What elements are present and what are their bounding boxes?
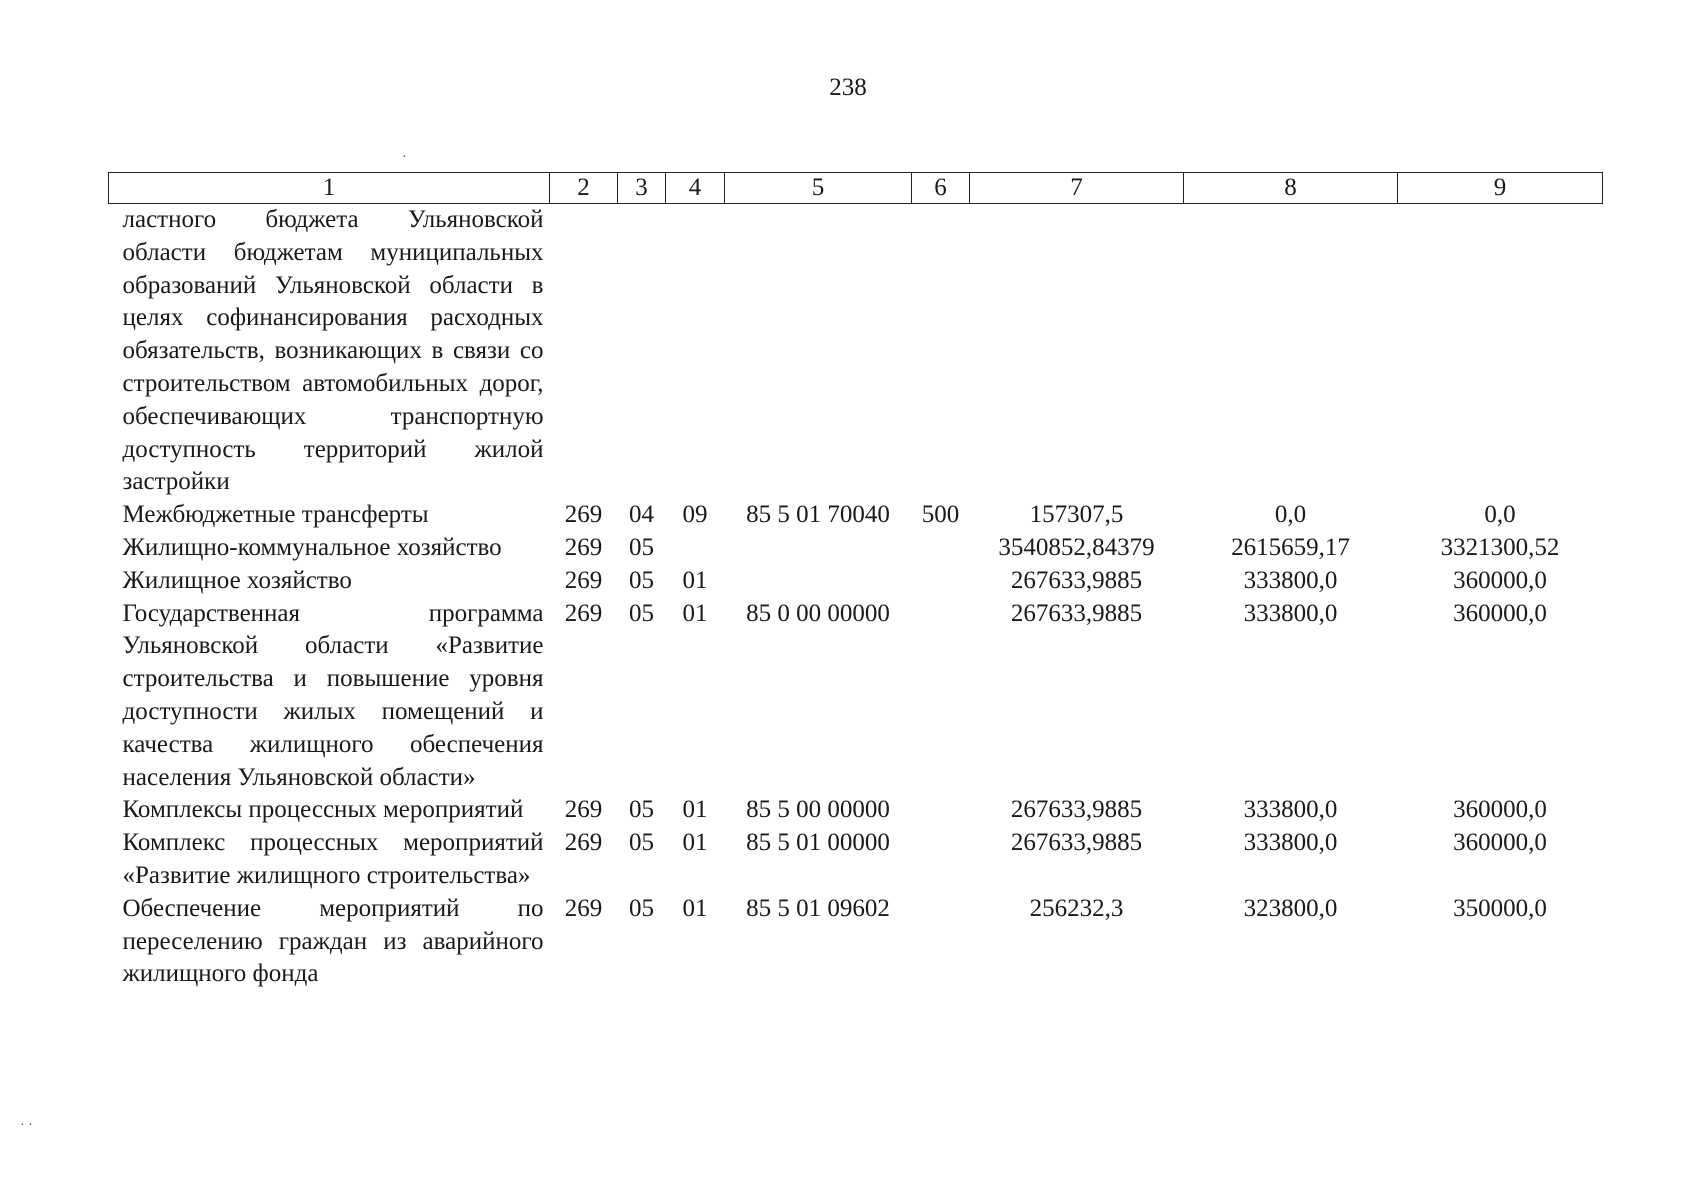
- table-row: [109, 794, 1603, 827]
- cell-expense-type: [912, 598, 970, 795]
- cell-target-article: [725, 532, 912, 565]
- page-number: 238: [829, 74, 867, 101]
- cell-section: 05: [629, 829, 654, 857]
- row-name: Жилищное хозяйство: [122, 566, 352, 594]
- cell-amount-col7: 3540852,84379: [998, 533, 1155, 561]
- cell-target-article: [725, 204, 912, 500]
- column-header: 2: [550, 173, 618, 204]
- cell-amount-col9: 350000,0: [1453, 894, 1547, 922]
- table-row: [109, 565, 1603, 598]
- row-name: Комплекс процессных мероприятий «Развитие жилищного строительства»: [122, 829, 544, 889]
- cell-expense-type: [912, 893, 970, 991]
- cell-expense-type: [912, 827, 970, 893]
- cell-amount-col9: 0,0: [1484, 501, 1516, 529]
- cell-ministry: 269: [564, 533, 603, 561]
- table-row: [109, 532, 1603, 565]
- cell-subsection: 01: [682, 796, 708, 824]
- cell-section: 05: [629, 533, 654, 561]
- cell-amount-col8: 2615659,17: [1231, 533, 1350, 561]
- cell-ministry: 269: [564, 894, 603, 922]
- column-header: 5: [725, 173, 912, 204]
- cell-amount-col8: 333800,0: [1243, 599, 1338, 627]
- column-header: 4: [666, 173, 725, 204]
- table-row: [109, 499, 1603, 532]
- table-row: [109, 598, 1603, 795]
- row-name: Межбюджетные трансферты: [122, 501, 429, 529]
- cell-expense-type: [912, 532, 970, 565]
- cell-amount-col8: 333800,0: [1243, 566, 1338, 594]
- cell-expense-type: [912, 204, 970, 500]
- cell-section: 05: [629, 894, 654, 922]
- cell-amount-col8: 0,0: [1274, 501, 1307, 529]
- cell-subsection: 01: [682, 829, 708, 857]
- cell-amount-col8: 333800,0: [1243, 796, 1338, 824]
- cell-amount-col7: 267633,9885: [1010, 566, 1143, 594]
- cell-target-article: 85 0 00 00000: [746, 599, 890, 627]
- cell-section: [618, 204, 666, 500]
- cell-amount-col7: 267633,9885: [1010, 796, 1143, 824]
- row-name: Комплексы процессных мероприятий: [122, 796, 524, 824]
- cell-expense-type: [912, 565, 970, 598]
- cell-amount-col9: 3321300,52: [1440, 533, 1560, 561]
- cell-amount-col7: 267633,9885: [1010, 599, 1143, 627]
- cell-expense-type: 500: [921, 501, 960, 529]
- cell-ministry: 269: [564, 829, 603, 857]
- cell-subsection: 01: [682, 599, 708, 627]
- table-header: [109, 173, 1603, 204]
- cell-amount-col9: 360000,0: [1453, 796, 1547, 824]
- cell-target-article: [725, 565, 912, 598]
- cell-amount-col9: [1398, 204, 1603, 500]
- cell-amount-col9: 360000,0: [1453, 566, 1547, 594]
- cell-subsection: 01: [682, 566, 708, 594]
- column-header: 8: [1184, 173, 1398, 204]
- row-name: Жилищно-коммунальное хозяйство: [122, 533, 502, 561]
- cell-target-article: 85 5 01 00000: [746, 829, 890, 857]
- column-header: 7: [970, 173, 1184, 204]
- row-name: Государственная программа Ульяновской области «Развитие строительства и повышение уровня доступности жилых помещений и качества жилищного обеспечения населения Ульяновской области»: [122, 599, 544, 791]
- row-name: ластного бюджета Ульяновской области бюджетам муниципальных образований Ульяновской области в целях софинансирования расходных обязательств, возникающих в связи со строительством автомобильных дорог, обеспечивающих транспортную доступность территорий жилой застройки: [122, 206, 544, 496]
- column-header: 6: [912, 173, 970, 204]
- table-row: [109, 204, 1603, 500]
- column-header: 9: [1398, 173, 1603, 204]
- cell-amount-col7: 256232,3: [1029, 894, 1124, 922]
- table-body: [109, 204, 1603, 992]
- cell-target-article: 85 5 00 00000: [746, 796, 890, 824]
- cell-expense-type: [912, 794, 970, 827]
- column-header: 1: [109, 173, 550, 204]
- budget-table: [108, 172, 1603, 991]
- cell-amount-col8: 333800,0: [1243, 829, 1338, 857]
- cell-ministry: 269: [564, 566, 603, 594]
- cell-amount-col8: [1184, 204, 1398, 500]
- cell-amount-col7: 157307,5: [1029, 501, 1124, 529]
- cell-amount-col9: 360000,0: [1453, 829, 1547, 857]
- cell-section: 05: [629, 796, 654, 824]
- scan-speck: · ·: [20, 1118, 33, 1133]
- cell-amount-col7: [970, 204, 1184, 500]
- cell-ministry: 269: [564, 796, 603, 824]
- scan-speck: ·: [402, 150, 407, 165]
- cell-subsection: 01: [682, 894, 708, 922]
- cell-target-article: 85 5 01 70040: [746, 501, 890, 529]
- cell-ministry: 269: [564, 599, 603, 627]
- cell-amount-col8: 323800,0: [1243, 894, 1338, 922]
- cell-ministry: 269: [564, 501, 603, 529]
- cell-subsection: [666, 532, 725, 565]
- cell-target-article: 85 5 01 09602: [746, 894, 890, 922]
- cell-section: 05: [629, 566, 654, 594]
- cell-amount-col9: 360000,0: [1453, 599, 1547, 627]
- cell-subsection: [666, 204, 725, 500]
- table-row: [109, 893, 1603, 991]
- cell-section: 04: [629, 501, 654, 529]
- cell-section: 05: [629, 599, 654, 627]
- table-row: [109, 827, 1603, 893]
- cell-ministry: [550, 204, 618, 500]
- row-name: Обеспечение мероприятий по переселению граждан из аварийного жилищного фонда: [122, 894, 544, 988]
- cell-subsection: 09: [682, 501, 708, 529]
- cell-amount-col7: 267633,9885: [1010, 829, 1143, 857]
- column-header: 3: [618, 173, 666, 204]
